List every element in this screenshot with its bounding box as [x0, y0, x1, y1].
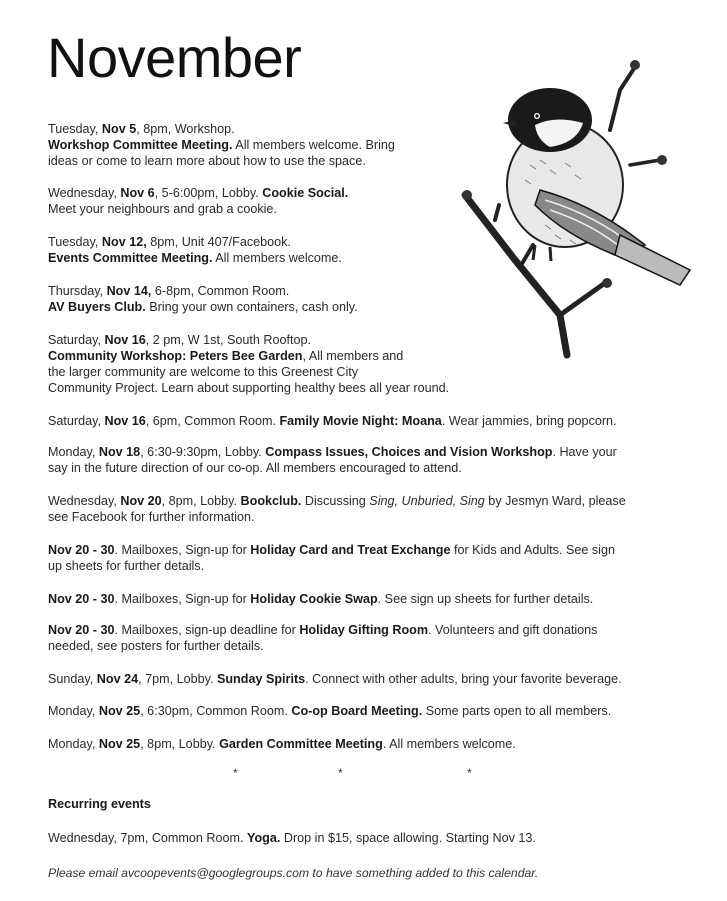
event-entry: Nov 20 - 30. Mailboxes, Sign-up for Holiday Cookie Swap. See sign up sheets for further details. [48, 592, 594, 606]
footer-note: Please email avcoopevents@googlegroups.com to have something added to this calendar. [48, 866, 539, 880]
event-entry: Saturday, Nov 16, 2 pm, W 1st, South Rooftop. Community Workshop: Peters Bee Garden, All members and the larger community are welcome to this Greenest City Community Project. Learn about supporting healthy bees all year round. [48, 333, 450, 395]
event-entry: Saturday, Nov 16, 6pm, Common Room. Family Movie Night: Moana. Wear jammies, bring popcorn. [48, 414, 617, 428]
event-entry: Sunday, Nov 24, 7pm, Lobby. Sunday Spirits. Connect with other adults, bring your favorite beverage. [48, 672, 622, 686]
recurring-event-entry: Wednesday, 7pm, Common Room. Yoga. Drop in $15, space allowing. Starting Nov 13. [48, 831, 536, 845]
recurring-events-heading: Recurring events [48, 797, 151, 811]
event-entry: Nov 20 - 30. Mailboxes, sign-up deadline for Holiday Gifting Room. Volunteers and gift donations needed, see posters for further details. [48, 623, 598, 653]
separator-star: * [233, 766, 238, 780]
event-entry: Monday, Nov 18, 6:30-9:30pm, Lobby. Compass Issues, Choices and Vision Workshop. Have your say in the future direction of our co-op. All members encouraged to attend. [48, 445, 617, 475]
event-entry: Monday, Nov 25, 6:30pm, Common Room. Co-op Board Meeting. Some parts open to all members. [48, 704, 612, 718]
event-entry: Thursday, Nov 14, 6-8pm, Common Room. AV Buyers Club. Bring your own containers, cash only. [48, 284, 358, 314]
page-title: November [47, 26, 302, 89]
event-entry: Tuesday, Nov 12, 8pm, Unit 407/Facebook. Events Committee Meeting. All members welcome. [48, 235, 342, 265]
event-entry: Nov 20 - 30. Mailboxes, Sign-up for Holiday Card and Treat Exchange for Kids and Adults. See sign up sheets for further details. [48, 543, 615, 573]
chickadee-illustration [455, 55, 705, 365]
event-entry: Wednesday, Nov 20, 8pm, Lobby. Bookclub. Discussing Sing, Unburied, Sing by Jesmyn Ward, please see Facebook for further information. [48, 494, 626, 524]
separator-star: * [467, 766, 472, 780]
event-entry: Wednesday, Nov 6, 5-6:00pm, Lobby. Cookie Social. Meet your neighbours and grab a cookie. [48, 186, 349, 216]
event-entry: Monday, Nov 25, 8pm, Lobby. Garden Committee Meeting. All members welcome. [48, 737, 516, 751]
event-entry: Tuesday, Nov 5, 8pm, Workshop. Workshop Committee Meeting. All members welcome. Bring ideas or come to learn more about how to use the space. [48, 122, 395, 168]
separator-star: * [338, 766, 343, 780]
